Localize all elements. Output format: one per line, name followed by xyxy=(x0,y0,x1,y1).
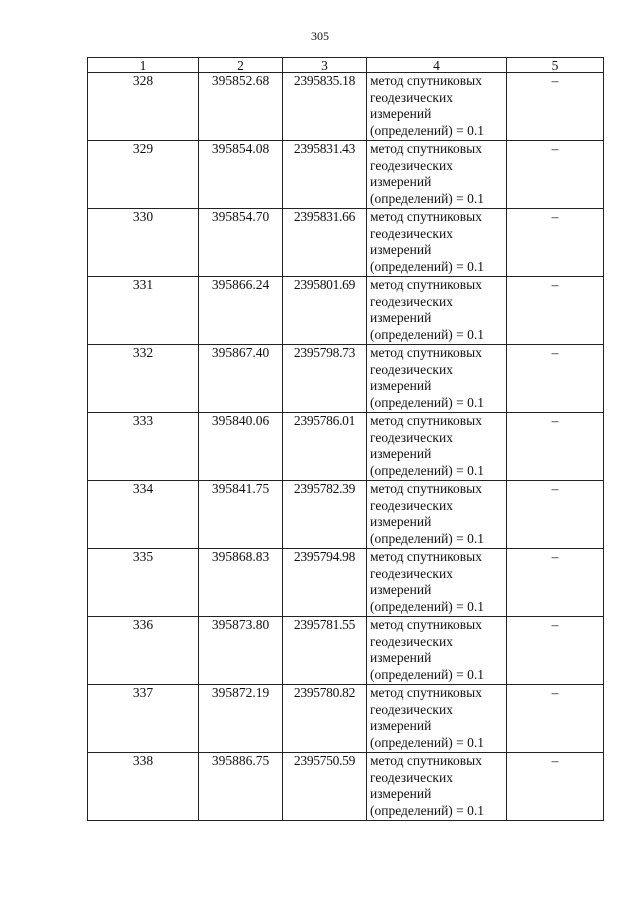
method-line: геодезических xyxy=(370,89,453,105)
point-number: 336 xyxy=(88,617,199,685)
method-line: измерений xyxy=(370,446,432,461)
method-line: измерений xyxy=(370,106,432,121)
note-cell: – xyxy=(507,277,604,345)
coordinate-x: 395841.75 xyxy=(199,481,283,549)
method-line: (определений) = 0.1 xyxy=(370,802,485,818)
coordinate-y: 2395780.82 xyxy=(283,685,367,753)
table-header-row xyxy=(88,58,604,73)
column-header-5: 5 xyxy=(507,58,604,73)
note-cell: – xyxy=(507,345,604,413)
note-cell: – xyxy=(507,413,604,481)
table-row xyxy=(88,481,604,549)
method-line: метод спутниковых xyxy=(370,753,482,768)
note-cell: – xyxy=(507,753,604,821)
coordinate-y: 2395835.18 xyxy=(283,73,367,141)
method-cell xyxy=(367,345,507,413)
method-line: метод спутниковых xyxy=(370,685,482,700)
method-line: измерений xyxy=(370,514,432,529)
method-cell xyxy=(367,617,507,685)
method-line: (определений) = 0.1 xyxy=(370,190,485,206)
coordinate-y: 2395831.43 xyxy=(283,141,367,209)
note-cell: – xyxy=(507,617,604,685)
method-line: геодезических xyxy=(370,701,453,717)
table-row xyxy=(88,753,604,821)
coordinate-y: 2395786.01 xyxy=(283,413,367,481)
point-number: 338 xyxy=(88,753,199,821)
method-line: измерений xyxy=(370,242,432,257)
point-number: 331 xyxy=(88,277,199,345)
table-row xyxy=(88,277,604,345)
method-line: измерений xyxy=(370,582,432,597)
method-line: метод спутниковых xyxy=(370,141,482,156)
coordinate-y: 2395794.98 xyxy=(283,549,367,617)
coordinate-y: 2395782.39 xyxy=(283,481,367,549)
point-number: 334 xyxy=(88,481,199,549)
column-header-4: 4 xyxy=(367,58,507,73)
method-line: метод спутниковых xyxy=(370,277,482,292)
method-line: геодезических xyxy=(370,633,453,649)
coordinate-x: 395852.68 xyxy=(199,73,283,141)
method-cell xyxy=(367,141,507,209)
method-line: геодезических xyxy=(370,293,453,309)
method-line: (определений) = 0.1 xyxy=(370,394,485,410)
coordinate-y: 2395801.69 xyxy=(283,277,367,345)
method-cell xyxy=(367,753,507,821)
method-cell xyxy=(367,277,507,345)
column-header-3: 3 xyxy=(283,58,367,73)
method-line: метод спутниковых xyxy=(370,73,482,88)
method-line: (определений) = 0.1 xyxy=(370,666,485,682)
table-row xyxy=(88,73,604,141)
point-number: 337 xyxy=(88,685,199,753)
point-number: 328 xyxy=(88,73,199,141)
coordinate-y: 2395781.55 xyxy=(283,617,367,685)
method-line: измерений xyxy=(370,718,432,733)
method-line: (определений) = 0.1 xyxy=(370,462,485,478)
note-cell: – xyxy=(507,685,604,753)
method-line: геодезических xyxy=(370,157,453,173)
note-cell: – xyxy=(507,481,604,549)
method-line: (определений) = 0.1 xyxy=(370,122,485,138)
method-line: (определений) = 0.1 xyxy=(370,258,485,274)
page-number: 305 xyxy=(311,29,329,43)
table-row xyxy=(88,413,604,481)
coordinate-x: 395854.70 xyxy=(199,209,283,277)
table-row xyxy=(88,209,604,277)
note-cell: – xyxy=(507,141,604,209)
coordinate-x: 395866.24 xyxy=(199,277,283,345)
method-line: метод спутниковых xyxy=(370,549,482,564)
table-row xyxy=(88,685,604,753)
coordinate-x: 395868.83 xyxy=(199,549,283,617)
coordinate-x: 395854.08 xyxy=(199,141,283,209)
method-line: измерений xyxy=(370,786,432,801)
method-line: (определений) = 0.1 xyxy=(370,530,485,546)
method-line: геодезических xyxy=(370,429,453,445)
point-number: 333 xyxy=(88,413,199,481)
method-line: геодезических xyxy=(370,225,453,241)
point-number: 329 xyxy=(88,141,199,209)
coordinate-x: 395873.80 xyxy=(199,617,283,685)
method-line: метод спутниковых xyxy=(370,209,482,224)
method-cell xyxy=(367,685,507,753)
column-header-2: 2 xyxy=(199,58,283,73)
point-number: 332 xyxy=(88,345,199,413)
point-number: 330 xyxy=(88,209,199,277)
method-line: (определений) = 0.1 xyxy=(370,598,485,614)
coordinate-x: 395840.06 xyxy=(199,413,283,481)
method-line: измерений xyxy=(370,174,432,189)
method-line: (определений) = 0.1 xyxy=(370,734,485,750)
method-cell xyxy=(367,73,507,141)
coordinate-y: 2395831.66 xyxy=(283,209,367,277)
coordinates-table xyxy=(87,57,604,821)
method-line: измерений xyxy=(370,650,432,665)
point-number: 335 xyxy=(88,549,199,617)
table-row xyxy=(88,617,604,685)
method-cell xyxy=(367,209,507,277)
method-line: (определений) = 0.1 xyxy=(370,326,485,342)
method-cell xyxy=(367,413,507,481)
method-line: метод спутниковых xyxy=(370,617,482,632)
column-header-1: 1 xyxy=(88,58,199,73)
note-cell: – xyxy=(507,549,604,617)
method-line: метод спутниковых xyxy=(370,345,482,360)
note-cell: – xyxy=(507,73,604,141)
method-cell xyxy=(367,549,507,617)
coordinate-x: 395872.19 xyxy=(199,685,283,753)
coordinate-y: 2395750.59 xyxy=(283,753,367,821)
method-line: метод спутниковых xyxy=(370,413,482,428)
table-row xyxy=(88,549,604,617)
method-line: метод спутниковых xyxy=(370,481,482,496)
method-line: измерений xyxy=(370,378,432,393)
coordinate-y: 2395798.73 xyxy=(283,345,367,413)
table-row xyxy=(88,141,604,209)
coordinate-x: 395867.40 xyxy=(199,345,283,413)
method-line: геодезических xyxy=(370,769,453,785)
note-cell: – xyxy=(507,209,604,277)
method-line: геодезических xyxy=(370,361,453,377)
method-line: измерений xyxy=(370,310,432,325)
table-row xyxy=(88,345,604,413)
method-cell xyxy=(367,481,507,549)
coordinate-x: 395886.75 xyxy=(199,753,283,821)
method-line: геодезических xyxy=(370,565,453,581)
method-line: геодезических xyxy=(370,497,453,513)
